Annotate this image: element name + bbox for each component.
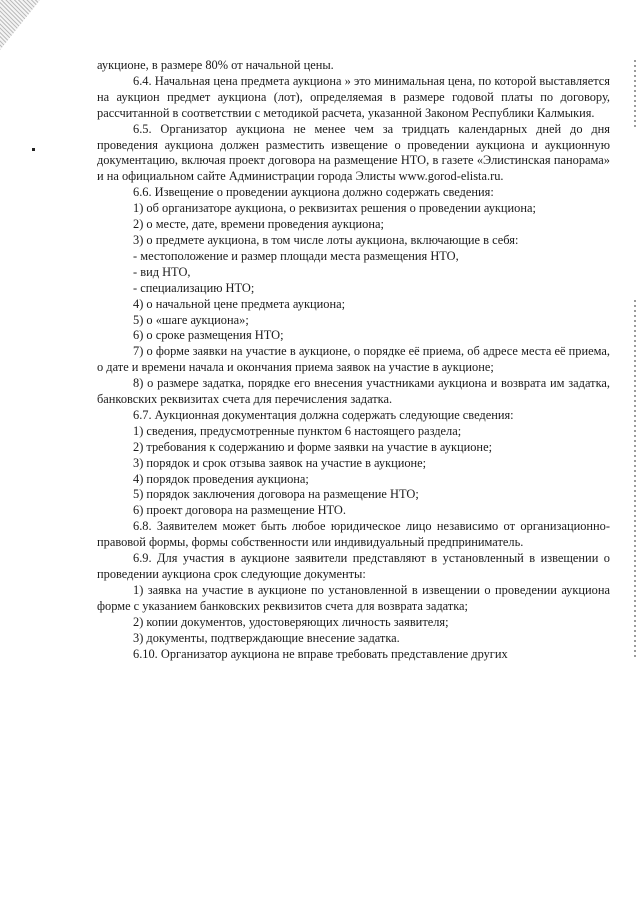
paragraph-p13: 6) о сроке размещения НТО; — [133, 328, 284, 343]
paragraph-p26: 2) копии документов, удостоверяющих личность заявителя; — [133, 614, 449, 629]
scan-speck — [32, 148, 35, 151]
paragraph-p22: 6) проект договора на размещение НТО. — [133, 503, 346, 518]
paragraph-p19: 3) порядок и срок отзыва заявок на участие в аукционе; — [133, 455, 427, 470]
paragraph-p06: 2) о месте, дате, времени проведения аукциона; — [133, 217, 384, 232]
paragraph-p14: 7) о форме заявки на участие в аукционе, о порядке её приема, об адресе места её приема, о дате и времени начала и окончания приема заявок на участие в аукционе; — [97, 344, 610, 375]
paragraph-p12: 5) о «шаге аукциона»; — [133, 312, 249, 327]
paragraph-p27: 3) документы, подтверждающие внесение задатка. — [133, 630, 400, 645]
paragraph-p24: 6.9. Для участия в аукционе заявители представляют в установленный в извещении о проведении аукциона срок следующие документы: — [97, 551, 610, 581]
scan-shadow-corner — [0, 0, 40, 50]
paragraph-p15: 8) о размере задатка, порядке его внесения участниками аукциона и возврата им задатка, банковских реквизитах счета для перечисления задатка. — [97, 376, 610, 407]
paragraph-p25: 1) заявка на участие в аукционе по установленной в извещении о проведении аукциона форме с указанием банковских реквизитов счета для возврата задатка; — [97, 582, 610, 613]
scan-edge-mark — [634, 300, 636, 660]
paragraph-p20: 4) порядок проведения аукциона; — [133, 471, 309, 486]
paragraph-p23: 6.8. Заявителем может быть любое юридическое лицо независимо от организационно-правовой формы, формы собственности или индивидуальный предприниматель. — [97, 519, 610, 550]
paragraph-p09: - вид НТО, — [133, 264, 191, 279]
paragraph-p10: - специализацию НТО; — [133, 280, 255, 295]
paragraph-p08: - местоположение и размер площади места размещения НТО, — [133, 248, 459, 263]
paragraph-p07: 3) о предмете аукциона, в том числе лоты аукциона, включающие в себя: — [133, 232, 519, 247]
paragraph-p21: 5) порядок заключения договора на размещение НТО; — [133, 487, 419, 502]
paragraph-p11: 4) о начальной цене предмета аукциона; — [133, 296, 346, 311]
paragraph-p17: 1) сведения, предусмотренные пунктом 6 настоящего раздела; — [133, 423, 462, 438]
paragraph-p04: 6.6. Извещение о проведении аукциона должно содержать сведения: — [133, 185, 494, 200]
paragraph-p05: 1) об организаторе аукциона, о реквизитах решения о проведении аукциона; — [133, 201, 536, 216]
paragraph-p03: 6.5. Организатор аукциона не менее чем за тридцать календарных дней до дня проведения аукциона должен разместить извещение о проведении аукциона и аукционную документацию, включая проект договора на размещение НТО, в газете «Элистинская панорама» и на официальном сайте Администрации города Элисты www.gorod-elista.ru. — [97, 121, 610, 184]
scan-edge-mark — [634, 60, 636, 130]
paragraph-p02: 6.4. Начальная цена предмета аукциона » это минимальная цена, по которой выставляется на аукцион предмет аукциона (лот), определяемая в размере годовой платы по договору, рассчитанной в соответствии с методикой расчета, указанной Законом Республики Калмыкия. — [97, 73, 610, 120]
paragraph-p28: 6.10. Организатор аукциона не вправе требовать представление других — [133, 646, 508, 661]
paragraph-p01: аукционе, в размере 80% от начальной цены. — [97, 58, 334, 72]
paragraph-p16: 6.7. Аукционная документация должна содержать следующие сведения: — [133, 407, 514, 422]
document-page — [97, 58, 610, 662]
paragraph-p18: 2) требования к содержанию и форме заявки на участие в аукционе; — [133, 439, 493, 454]
